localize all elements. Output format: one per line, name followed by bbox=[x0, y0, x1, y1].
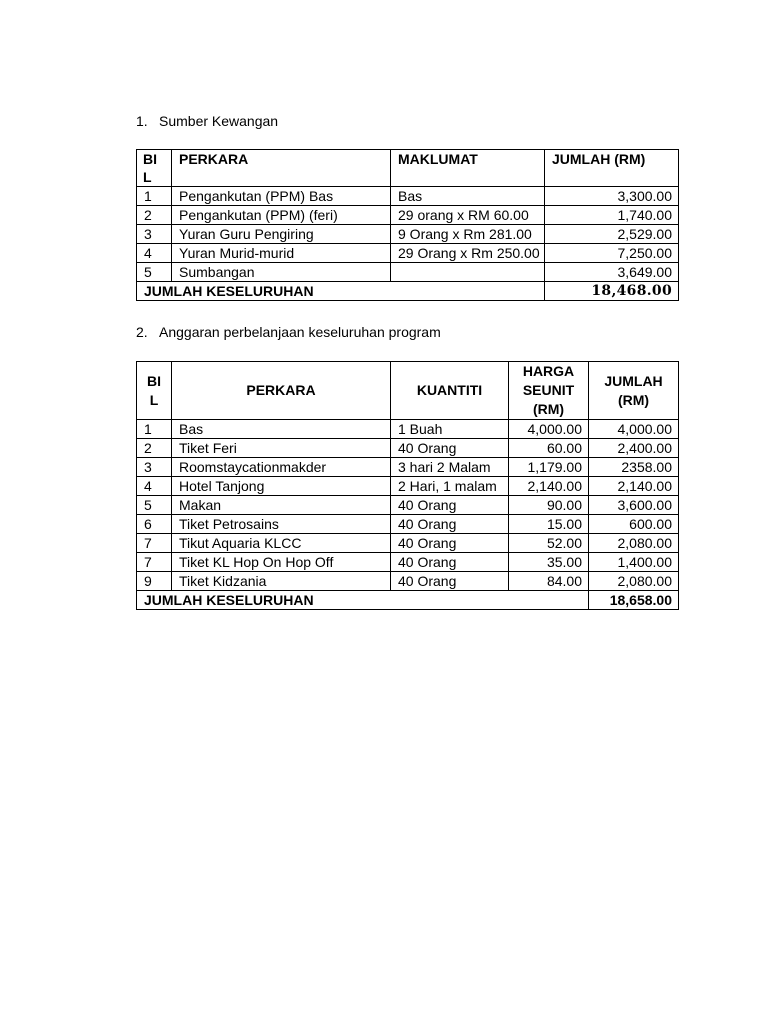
cell-kuantiti: 2 Hari, 1 malam bbox=[391, 477, 509, 496]
cell-harga: 90.00 bbox=[509, 496, 589, 515]
cell-kuantiti: 3 hari 2 Malam bbox=[391, 458, 509, 477]
header-perkara: PERKARA bbox=[172, 362, 391, 420]
total-value: 18,658.00 bbox=[589, 591, 679, 610]
cell-jumlah: 1,740.00 bbox=[545, 206, 679, 225]
section-2-number: 2. bbox=[136, 324, 148, 340]
cell-bil: 3 bbox=[137, 458, 172, 477]
cell-jumlah: 1,400.00 bbox=[589, 553, 679, 572]
table-row bbox=[137, 515, 679, 534]
cell-maklumat: 29 orang x RM 60.00 bbox=[391, 206, 545, 225]
cell-maklumat: 29 Orang x Rm 250.00 bbox=[391, 244, 545, 263]
cell-bil: 1 bbox=[137, 420, 172, 439]
cell-jumlah: 2,400.00 bbox=[589, 439, 679, 458]
cell-perkara: Makan bbox=[172, 496, 391, 515]
cell-maklumat bbox=[391, 263, 545, 282]
cell-jumlah: 2,529.00 bbox=[545, 225, 679, 244]
table-row bbox=[137, 439, 679, 458]
cell-jumlah: 4,000.00 bbox=[589, 420, 679, 439]
cell-bil: 1 bbox=[137, 187, 172, 206]
cell-harga: 35.00 bbox=[509, 553, 589, 572]
cell-harga: 52.00 bbox=[509, 534, 589, 553]
cell-kuantiti: 40 Orang bbox=[391, 496, 509, 515]
cell-maklumat: Bas bbox=[391, 187, 545, 206]
table-row bbox=[137, 244, 679, 263]
total-value: 18,468.00 bbox=[545, 282, 679, 301]
table-row bbox=[137, 572, 679, 591]
header-maklumat: MAKLUMAT bbox=[391, 150, 545, 187]
cell-perkara: Tiket Kidzania bbox=[172, 572, 391, 591]
cell-jumlah: 3,300.00 bbox=[545, 187, 679, 206]
cell-kuantiti: 40 Orang bbox=[391, 534, 509, 553]
table-row bbox=[137, 477, 679, 496]
cell-perkara: Tiket Feri bbox=[172, 439, 391, 458]
total-label: JUMLAH KESELURUHAN bbox=[137, 282, 545, 301]
cell-bil: 9 bbox=[137, 572, 172, 591]
cell-jumlah: 2,080.00 bbox=[589, 534, 679, 553]
cell-harga: 60.00 bbox=[509, 439, 589, 458]
cell-perkara: Tiket Petrosains bbox=[172, 515, 391, 534]
cell-harga: 15.00 bbox=[509, 515, 589, 534]
cell-jumlah: 2358.00 bbox=[589, 458, 679, 477]
cell-bil: 4 bbox=[137, 477, 172, 496]
income-table bbox=[136, 149, 679, 301]
header-bil: BIL bbox=[137, 362, 172, 420]
header-bil: BIL bbox=[137, 150, 172, 187]
section-2-heading bbox=[136, 323, 441, 341]
total-label: JUMLAH KESELURUHAN bbox=[137, 591, 589, 610]
cell-kuantiti: 40 Orang bbox=[391, 572, 509, 591]
cell-jumlah: 2,140.00 bbox=[589, 477, 679, 496]
table-row bbox=[137, 553, 679, 572]
cell-perkara: Pengankutan (PPM) (feri) bbox=[172, 206, 391, 225]
table-row bbox=[137, 225, 679, 244]
cell-bil: 2 bbox=[137, 206, 172, 225]
cell-perkara: Bas bbox=[172, 420, 391, 439]
expense-table-header bbox=[137, 362, 679, 420]
header-jumlah: JUMLAH (RM) bbox=[589, 362, 679, 420]
table-row bbox=[137, 420, 679, 439]
table-row bbox=[137, 534, 679, 553]
cell-kuantiti: 1 Buah bbox=[391, 420, 509, 439]
cell-jumlah: 2,080.00 bbox=[589, 572, 679, 591]
cell-perkara: Tikut Aquaria KLCC bbox=[172, 534, 391, 553]
header-harga-seunit: HARGA SEUNIT (RM) bbox=[509, 362, 589, 420]
cell-bil: 7 bbox=[137, 553, 172, 572]
section-1-title: Sumber Kewangan bbox=[159, 113, 279, 129]
cell-jumlah: 7,250.00 bbox=[545, 244, 679, 263]
cell-bil: 5 bbox=[137, 263, 172, 282]
cell-harga: 2,140.00 bbox=[509, 477, 589, 496]
section-1-heading bbox=[136, 112, 278, 130]
cell-harga: 4,000.00 bbox=[509, 420, 589, 439]
total-row bbox=[137, 591, 679, 610]
cell-maklumat: 9 Orang x Rm 281.00 bbox=[391, 225, 545, 244]
cell-kuantiti: 40 Orang bbox=[391, 439, 509, 458]
cell-bil: 3 bbox=[137, 225, 172, 244]
cell-perkara: Yuran Murid-murid bbox=[172, 244, 391, 263]
cell-perkara: Sumbangan bbox=[172, 263, 391, 282]
cell-bil: 6 bbox=[137, 515, 172, 534]
cell-kuantiti: 40 Orang bbox=[391, 553, 509, 572]
cell-bil: 7 bbox=[137, 534, 172, 553]
expense-table bbox=[136, 361, 679, 610]
cell-perkara: Yuran Guru Pengiring bbox=[172, 225, 391, 244]
section-2-title: Anggaran perbelanjaan keseluruhan program bbox=[159, 324, 441, 340]
header-jumlah: JUMLAH (RM) bbox=[545, 150, 679, 187]
cell-bil: 5 bbox=[137, 496, 172, 515]
cell-bil: 4 bbox=[137, 244, 172, 263]
cell-perkara: Hotel Tanjong bbox=[172, 477, 391, 496]
cell-jumlah: 600.00 bbox=[589, 515, 679, 534]
table-row bbox=[137, 263, 679, 282]
header-perkara: PERKARA bbox=[172, 150, 391, 187]
table-row bbox=[137, 187, 679, 206]
cell-perkara: Tiket KL Hop On Hop Off bbox=[172, 553, 391, 572]
cell-jumlah: 3,649.00 bbox=[545, 263, 679, 282]
cell-harga: 1,179.00 bbox=[509, 458, 589, 477]
section-1-number: 1. bbox=[136, 113, 148, 129]
cell-jumlah: 3,600.00 bbox=[589, 496, 679, 515]
cell-harga: 84.00 bbox=[509, 572, 589, 591]
cell-kuantiti: 40 Orang bbox=[391, 515, 509, 534]
total-row bbox=[137, 282, 679, 301]
income-table-header bbox=[137, 150, 679, 187]
table-row bbox=[137, 496, 679, 515]
cell-bil: 2 bbox=[137, 439, 172, 458]
table-row bbox=[137, 458, 679, 477]
cell-perkara: Roomstaycationmakder bbox=[172, 458, 391, 477]
header-kuantiti: KUANTITI bbox=[391, 362, 509, 420]
cell-perkara: Pengankutan (PPM) Bas bbox=[172, 187, 391, 206]
table-row bbox=[137, 206, 679, 225]
